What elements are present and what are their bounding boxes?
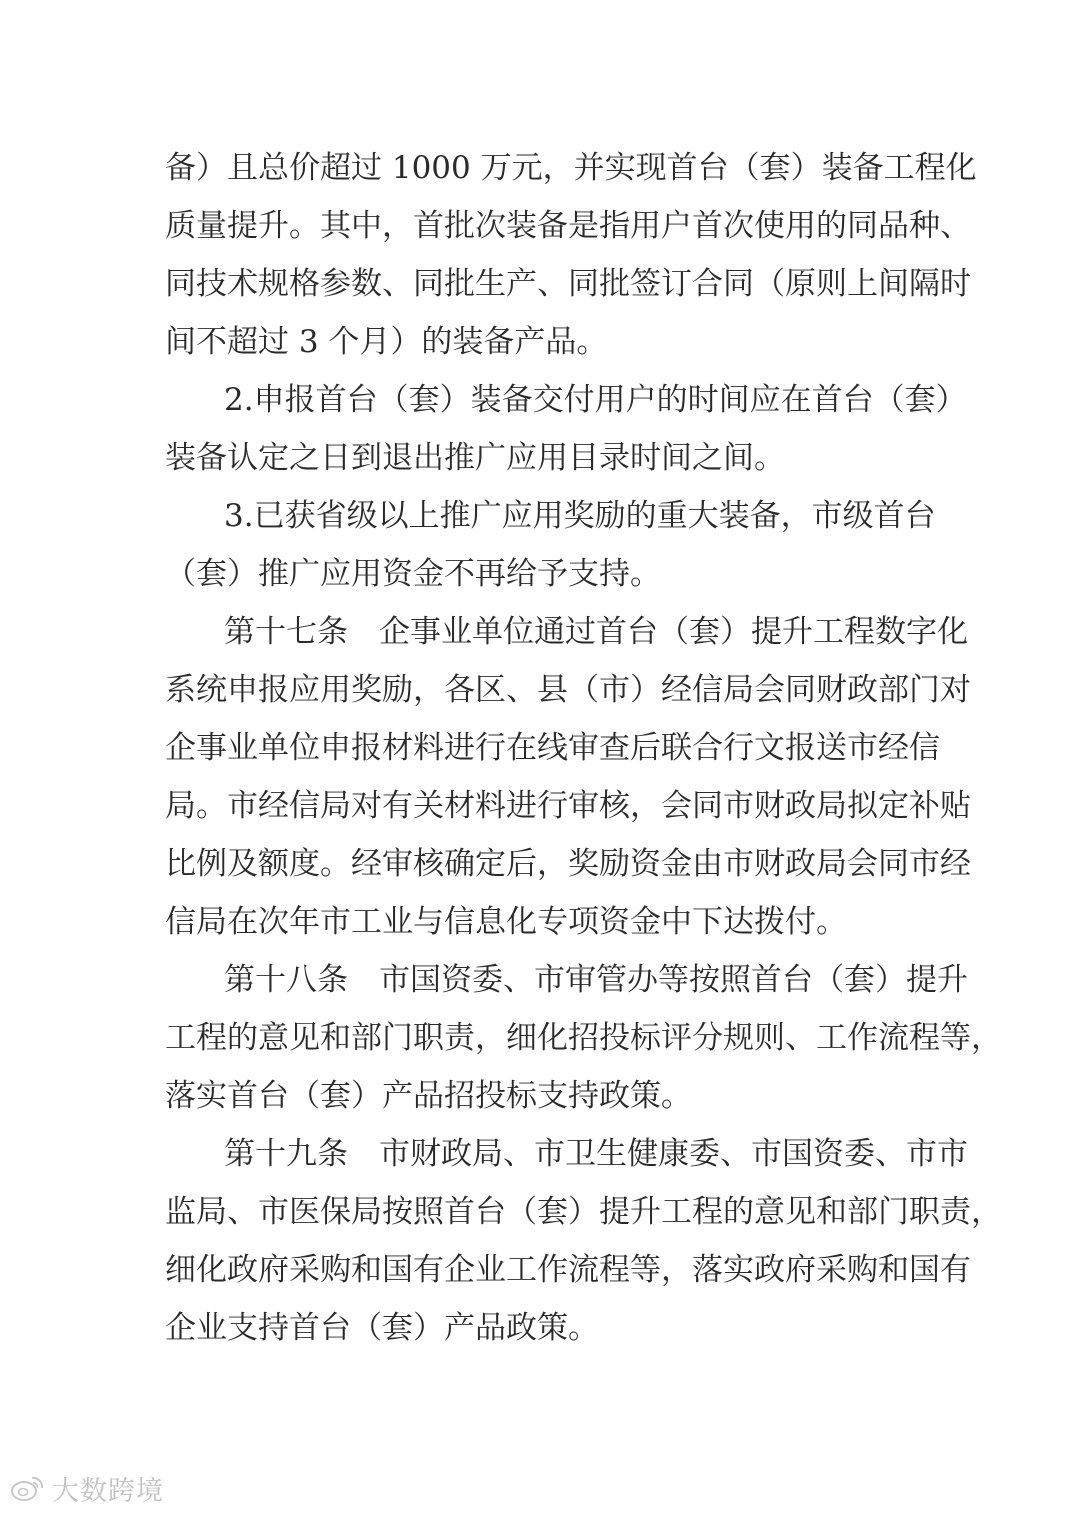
paragraph-line: 系统申报应用奖励，各区、县（市）经信局会同财政部门对 — [165, 672, 971, 708]
paragraph-line: 比例及额度。经审核确定后，奖励资金由市财政局会同市经 — [165, 846, 971, 882]
paragraph-line: 监局、市医保局按照首台（套）提升工程的意见和部门职责， — [165, 1194, 1002, 1230]
weibo-logo-icon — [10, 1474, 46, 1502]
article-heading-line: 第十七条 企事业单位通过首台（套）提升工程数字化 — [224, 614, 968, 650]
watermark — [10, 1468, 164, 1508]
article-heading-line: 第十九条 市财政局、市卫生健康委、市国资委、市市 — [224, 1136, 968, 1172]
paragraph-line: 质量提升。其中，首批次装备是指用户首次使用的同品种、 — [165, 208, 971, 244]
watermark-text: 大数跨境 — [52, 1475, 164, 1507]
article-heading-line: 第十八条 市国资委、市审管办等按照首台（套）提升 — [224, 962, 968, 998]
paragraph-line: 局。市经信局对有关材料进行审核，会同市财政局拟定补贴 — [165, 788, 971, 824]
paragraph-line: （套）推广应用资金不再给予支持。 — [165, 556, 661, 592]
paragraph-line: 备）且总价超过 1000 万元，并实现首台（套）装备工程化 — [165, 150, 977, 186]
paragraph-line: 间不超过 3 个月）的装备产品。 — [165, 324, 608, 360]
paragraph-line: 落实首台（套）产品招投标支持政策。 — [165, 1078, 692, 1114]
paragraph-line: 工程的意见和部门职责，细化招投标评分规则、工作流程等， — [165, 1020, 1002, 1056]
paragraph-line: 3.已获省级以上推广应用奖励的重大装备，市级首台 — [224, 498, 936, 534]
paragraph-line: 2.申报首台（套）装备交付用户的时间应在首台（套） — [224, 382, 967, 418]
paragraph-line: 信局在次年市工业与信息化专项资金中下达拨付。 — [165, 904, 847, 940]
paragraph-line: 企业支持首台（套）产品政策。 — [165, 1310, 599, 1346]
paragraph-line: 同技术规格参数、同批生产、同批签订合同（原则上间隔时 — [165, 266, 971, 302]
paragraph-line: 细化政府采购和国有企业工作流程等，落实政府采购和国有 — [165, 1252, 971, 1288]
paragraph-line: 装备认定之日到退出推广应用目录时间之间。 — [165, 440, 785, 476]
paragraph-line: 企事业单位申报材料进行在线审查后联合行文报送市经信 — [165, 730, 940, 766]
